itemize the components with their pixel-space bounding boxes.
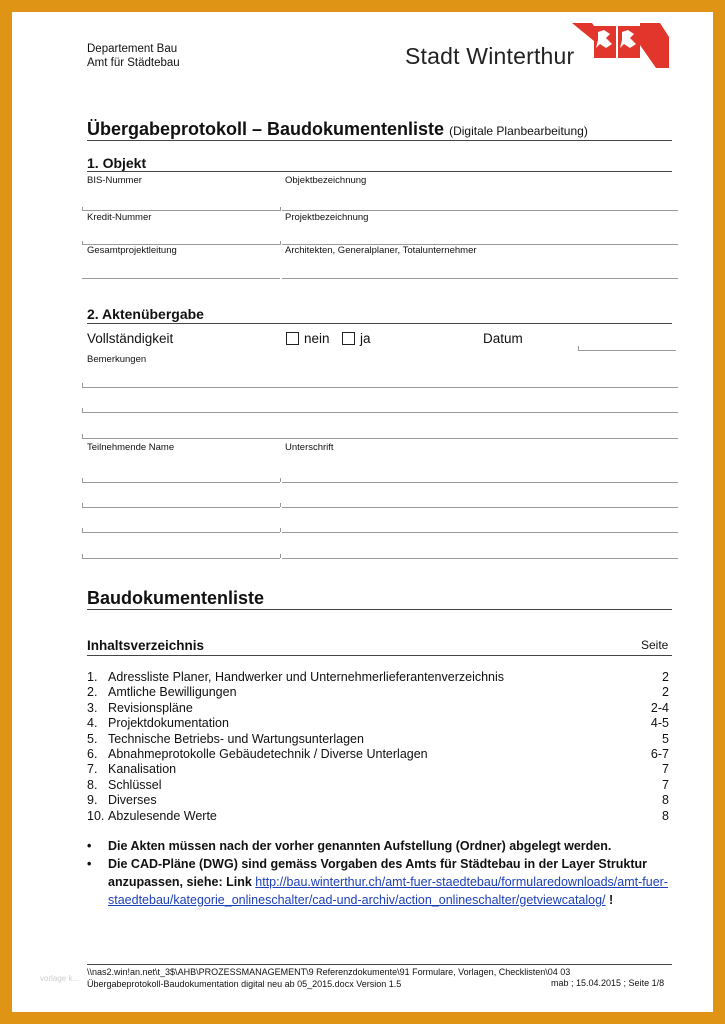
toc-item-title: Revisionspläne: [108, 700, 193, 715]
footer-rule: [87, 964, 672, 965]
toc-item-number: 8.: [87, 777, 98, 792]
teilnehmer-unterschrift-field[interactable]: [282, 532, 678, 533]
winterthur-logo-icon: [572, 23, 669, 68]
bis-nummer-field[interactable]: [82, 210, 280, 211]
bullet-text-intro: Die CAD-Pläne (DWG) sind gemäss Vorgaben des Amts für Städtebau in der Layer Struktur anzupassen, siehe: Link: [108, 857, 647, 889]
toc-item-title: Kanalisation: [108, 762, 177, 777]
toc-item-number: 9.: [87, 793, 98, 808]
gesamtprojektleitung-label: Gesamtprojektleitung: [87, 245, 177, 256]
objektbezeichnung-label: Objektbezeichnung: [285, 175, 367, 186]
toc-item-number: 3.: [87, 700, 98, 715]
toc-item-page: 2: [662, 670, 669, 684]
bemerkungen-line-1[interactable]: [82, 387, 678, 388]
objektbezeichnung-field[interactable]: [282, 210, 678, 211]
teilnehmer-name-field[interactable]: [82, 482, 280, 483]
toc-item-number: 10.: [87, 808, 105, 823]
title-main: Übergabeprotokoll – Baudokumentenliste: [87, 119, 445, 139]
bullet-item: [87, 855, 677, 927]
footer-file: Übergabeprotokoll-Baudokumentation digital neu ab 05_2015.docx Version 1.5: [87, 978, 402, 989]
logo-text: Stadt Winterthur: [405, 43, 575, 69]
toc-rule: [87, 655, 672, 656]
toc-item-page: 4-5: [650, 716, 669, 731]
architekten-field[interactable]: [282, 278, 678, 279]
toc-item-title: Technische Betriebs- und Wartungsunterlagen: [108, 731, 364, 746]
footer-path: \\nas2.win!an.net\t_3$\AHB\PROZESSMANAGEMENT\9 Referenzdokumente\91 Formulare, Vorlagen, Checklisten\04 03: [87, 967, 571, 977]
toc-item-title: Abnahmeprotokolle Gebäudetechnik / Diverse Unterlagen: [108, 747, 428, 761]
toc-item-number: 2.: [87, 685, 98, 700]
toc-item: [87, 762, 669, 777]
toc-item: [87, 716, 669, 731]
teilnehmer-name-field[interactable]: [82, 532, 280, 533]
toc-item-page: 8: [662, 808, 669, 823]
toc-item-page: 7: [662, 762, 669, 777]
toc-item-page: 2: [662, 685, 669, 700]
bullet-text: [108, 855, 673, 909]
toc-seite-label: Seite: [641, 638, 669, 652]
bullet-item: [87, 837, 677, 855]
toc-item: [87, 685, 669, 700]
teilnehmende-name-label: Teilnehmende Name: [87, 442, 175, 453]
ja-label: ja: [360, 331, 371, 346]
teilnehmer-unterschrift-field[interactable]: [282, 507, 678, 508]
watermark: vorlage k...: [40, 974, 80, 983]
toc-item: [87, 778, 669, 793]
toc-item-page: 2-4: [650, 700, 669, 715]
datum-label: Datum: [483, 331, 523, 346]
baudokumentenliste-rule: [87, 609, 672, 610]
toc-item-title: Diverses: [108, 793, 157, 808]
toc-item-number: 1.: [87, 670, 98, 684]
bullet-icon: •: [87, 857, 92, 871]
bullet-text-end: !: [605, 893, 614, 907]
toc-heading: Inhaltsverzeichnis: [87, 638, 205, 653]
unterschrift-label: Unterschrift: [285, 442, 334, 453]
toc-item-page: 8: [662, 793, 669, 808]
title-sub: (Digitale Planbearbeitung): [449, 124, 588, 138]
toc-item-page: 6-7: [650, 747, 669, 761]
toc-item-number: 4.: [87, 716, 98, 731]
bullet-icon: •: [87, 839, 92, 853]
toc-item-title: Abzulesende Werte: [108, 808, 217, 823]
document-page: [12, 12, 713, 1012]
teilnehmer-unterschrift-field[interactable]: [282, 558, 678, 559]
toc-item-page: 7: [662, 777, 669, 792]
toc-item-page: 5: [662, 731, 669, 746]
footer-block: [87, 967, 570, 990]
toc-item: [87, 701, 669, 716]
toc-item: [87, 670, 669, 685]
toc-item-title: Amtliche Bewilligungen: [108, 685, 237, 700]
section-objekt-rule: [87, 171, 672, 172]
department-block: [87, 42, 180, 70]
ja-checkbox[interactable]: [342, 332, 355, 345]
section-objekt-heading: 1. Objekt: [87, 155, 147, 171]
toc-item-number: 5.: [87, 731, 98, 746]
teilnehmer-unterschrift-field[interactable]: [282, 482, 678, 483]
kredit-nummer-label: Kredit-Nummer: [87, 212, 152, 223]
bullet-text: Die Akten müssen nach der vorher genannten Aufstellung (Ordner) abgelegt werden.: [108, 839, 612, 853]
toc-item-title: Schlüssel: [108, 777, 162, 792]
section-aktenuebergabe-rule: [87, 323, 672, 324]
teilnehmer-name-field[interactable]: [82, 507, 280, 508]
document-title: [87, 119, 588, 140]
bemerkungen-label: Bemerkungen: [87, 354, 147, 365]
toc-item-number: 6.: [87, 747, 98, 761]
toc-item: [87, 747, 669, 762]
datum-field[interactable]: [578, 350, 676, 351]
nein-checkbox[interactable]: [286, 332, 299, 345]
department-line: Departement Bau: [87, 43, 178, 55]
section-aktenuebergabe-heading: 2. Aktenübergabe: [87, 306, 204, 322]
cad-catalog-link[interactable]: http://bau.winterthur.ch/amt-fuer-staedtebau/formularedownloads/amt-fuer-staedtebau/kategorie_onlineschalter/cad-und-archiv/action_onlineschalter/getviewcatalog/: [108, 875, 668, 907]
footer-page-info: mab ; 15.04.2015 ; Seite 1/8: [551, 978, 665, 988]
teilnehmer-name-field[interactable]: [82, 558, 280, 559]
bis-nummer-label: BIS-Nummer: [87, 175, 142, 186]
projektbezeichnung-label: Projektbezeichnung: [285, 212, 369, 223]
baudokumentenliste-heading: Baudokumentenliste: [87, 588, 265, 608]
nein-label: nein: [304, 331, 330, 346]
toc-item-title: Projektdokumentation: [108, 716, 229, 731]
architekten-label: Architekten, Generalplaner, Totalunternehmer: [285, 245, 477, 256]
bemerkungen-line-2[interactable]: [82, 412, 678, 413]
office-line: Amt für Städtebau: [87, 57, 180, 69]
bemerkungen-line-3[interactable]: [82, 438, 678, 439]
toc-item: [87, 732, 669, 747]
toc-item-number: 7.: [87, 762, 98, 777]
vollstaendigkeit-label: Vollständigkeit: [87, 331, 174, 346]
gesamtprojektleitung-field[interactable]: [82, 278, 280, 279]
toc-item-title: Adressliste Planer, Handwerker und Unternehmerlieferantenverzeichnis: [108, 670, 505, 684]
title-rule: [87, 140, 672, 141]
toc-item: [87, 809, 669, 824]
toc-item: [87, 793, 669, 808]
